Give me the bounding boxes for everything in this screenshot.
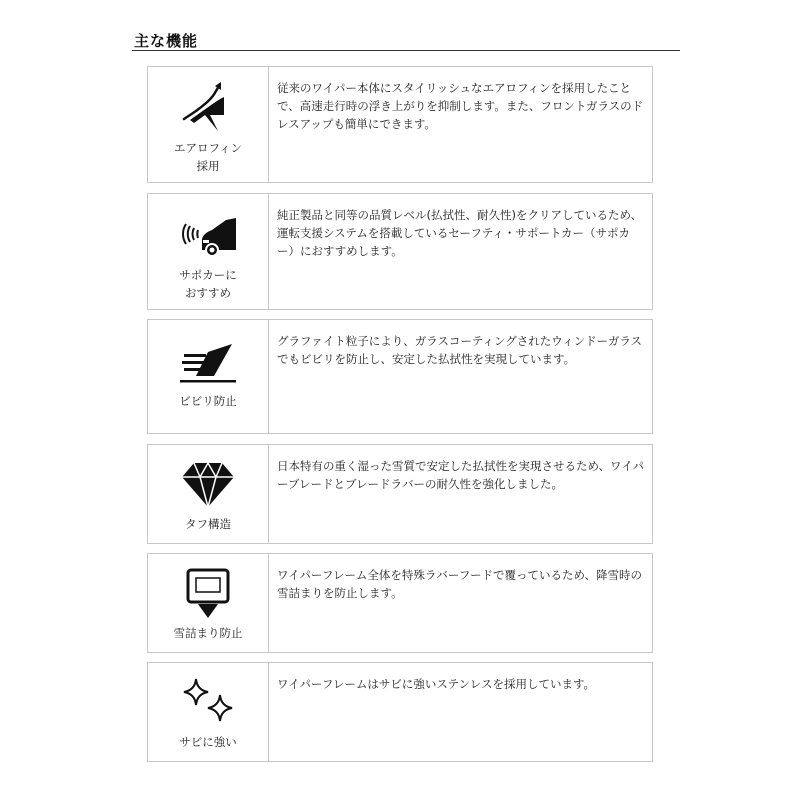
feature-card-safety-support-car	[147, 193, 653, 310]
feature-description: グラファイト粒子により、ガラスコーティングされたウィンドーガラスでもビビリを防止し、安定した払拭性を実現しています。	[277, 334, 643, 366]
feature-icon-cell	[148, 663, 269, 761]
feature-label-line: 採用	[196, 159, 220, 173]
feature-label-line: 雪詰まり防止	[173, 626, 243, 640]
feature-icon-cell	[148, 67, 269, 182]
section-title: 主な機能	[134, 32, 199, 50]
feature-label	[148, 139, 268, 175]
feature-label	[148, 266, 268, 302]
feature-icon-cell	[148, 445, 269, 543]
feature-description: ワイパーフレーム全体を特殊ラバーフードで覆っているため、降雪時の雪詰まりを防止します。	[277, 568, 643, 600]
feature-card-anti-chatter	[147, 319, 653, 434]
anti-chatter-icon	[178, 336, 238, 392]
feature-label-line: おすすめ	[184, 286, 232, 300]
feature-icon-cell	[148, 554, 269, 652]
section-heading	[132, 30, 680, 51]
snow-guard-icon	[178, 566, 238, 622]
diamond-icon	[178, 457, 238, 513]
feature-label	[148, 392, 268, 410]
feature-card-aero-fin	[147, 66, 653, 183]
feature-label	[148, 624, 268, 642]
safety-support-car-icon	[178, 206, 238, 262]
feature-icon-cell	[148, 320, 269, 433]
feature-icon-cell	[148, 194, 269, 309]
feature-description: 日本特有の重く湿った雪質で安定した払拭性を実現させるため、ワイパーブレードとブレードラバーの耐久性を強化しました。	[277, 459, 644, 491]
feature-label	[148, 733, 268, 751]
feature-label-line: タフ構造	[185, 517, 231, 531]
feature-label	[148, 515, 268, 533]
feature-label-line: サビに強い	[179, 735, 237, 749]
feature-description: ワイパーフレームはサビに強いステンレスを採用しています。	[277, 677, 596, 691]
feature-label-line: エアロフィン	[173, 141, 243, 155]
feature-card-snow-guard	[147, 553, 653, 653]
aero-fin-icon	[178, 79, 238, 135]
feature-card-tough-structure	[147, 444, 653, 544]
feature-label-line: ビビリ防止	[179, 394, 237, 408]
feature-card-rust-resistant	[147, 662, 653, 762]
feature-label-line: サポカーに	[179, 268, 237, 282]
sparkle-icon	[178, 675, 238, 731]
feature-description: 純正製品と同等の品質レベル(払拭性、耐久性)をクリアしているため、運転支援システムを搭載しているセーフティ・サポートカー（サポカー）におすすめします。	[277, 208, 643, 258]
feature-description: 従来のワイパー本体にスタイリッシュなエアロフィンを採用したことで、高速走行時の浮き上がりを抑制します。また、フロントガラスのドレスアップも簡単にできます。	[277, 81, 644, 131]
